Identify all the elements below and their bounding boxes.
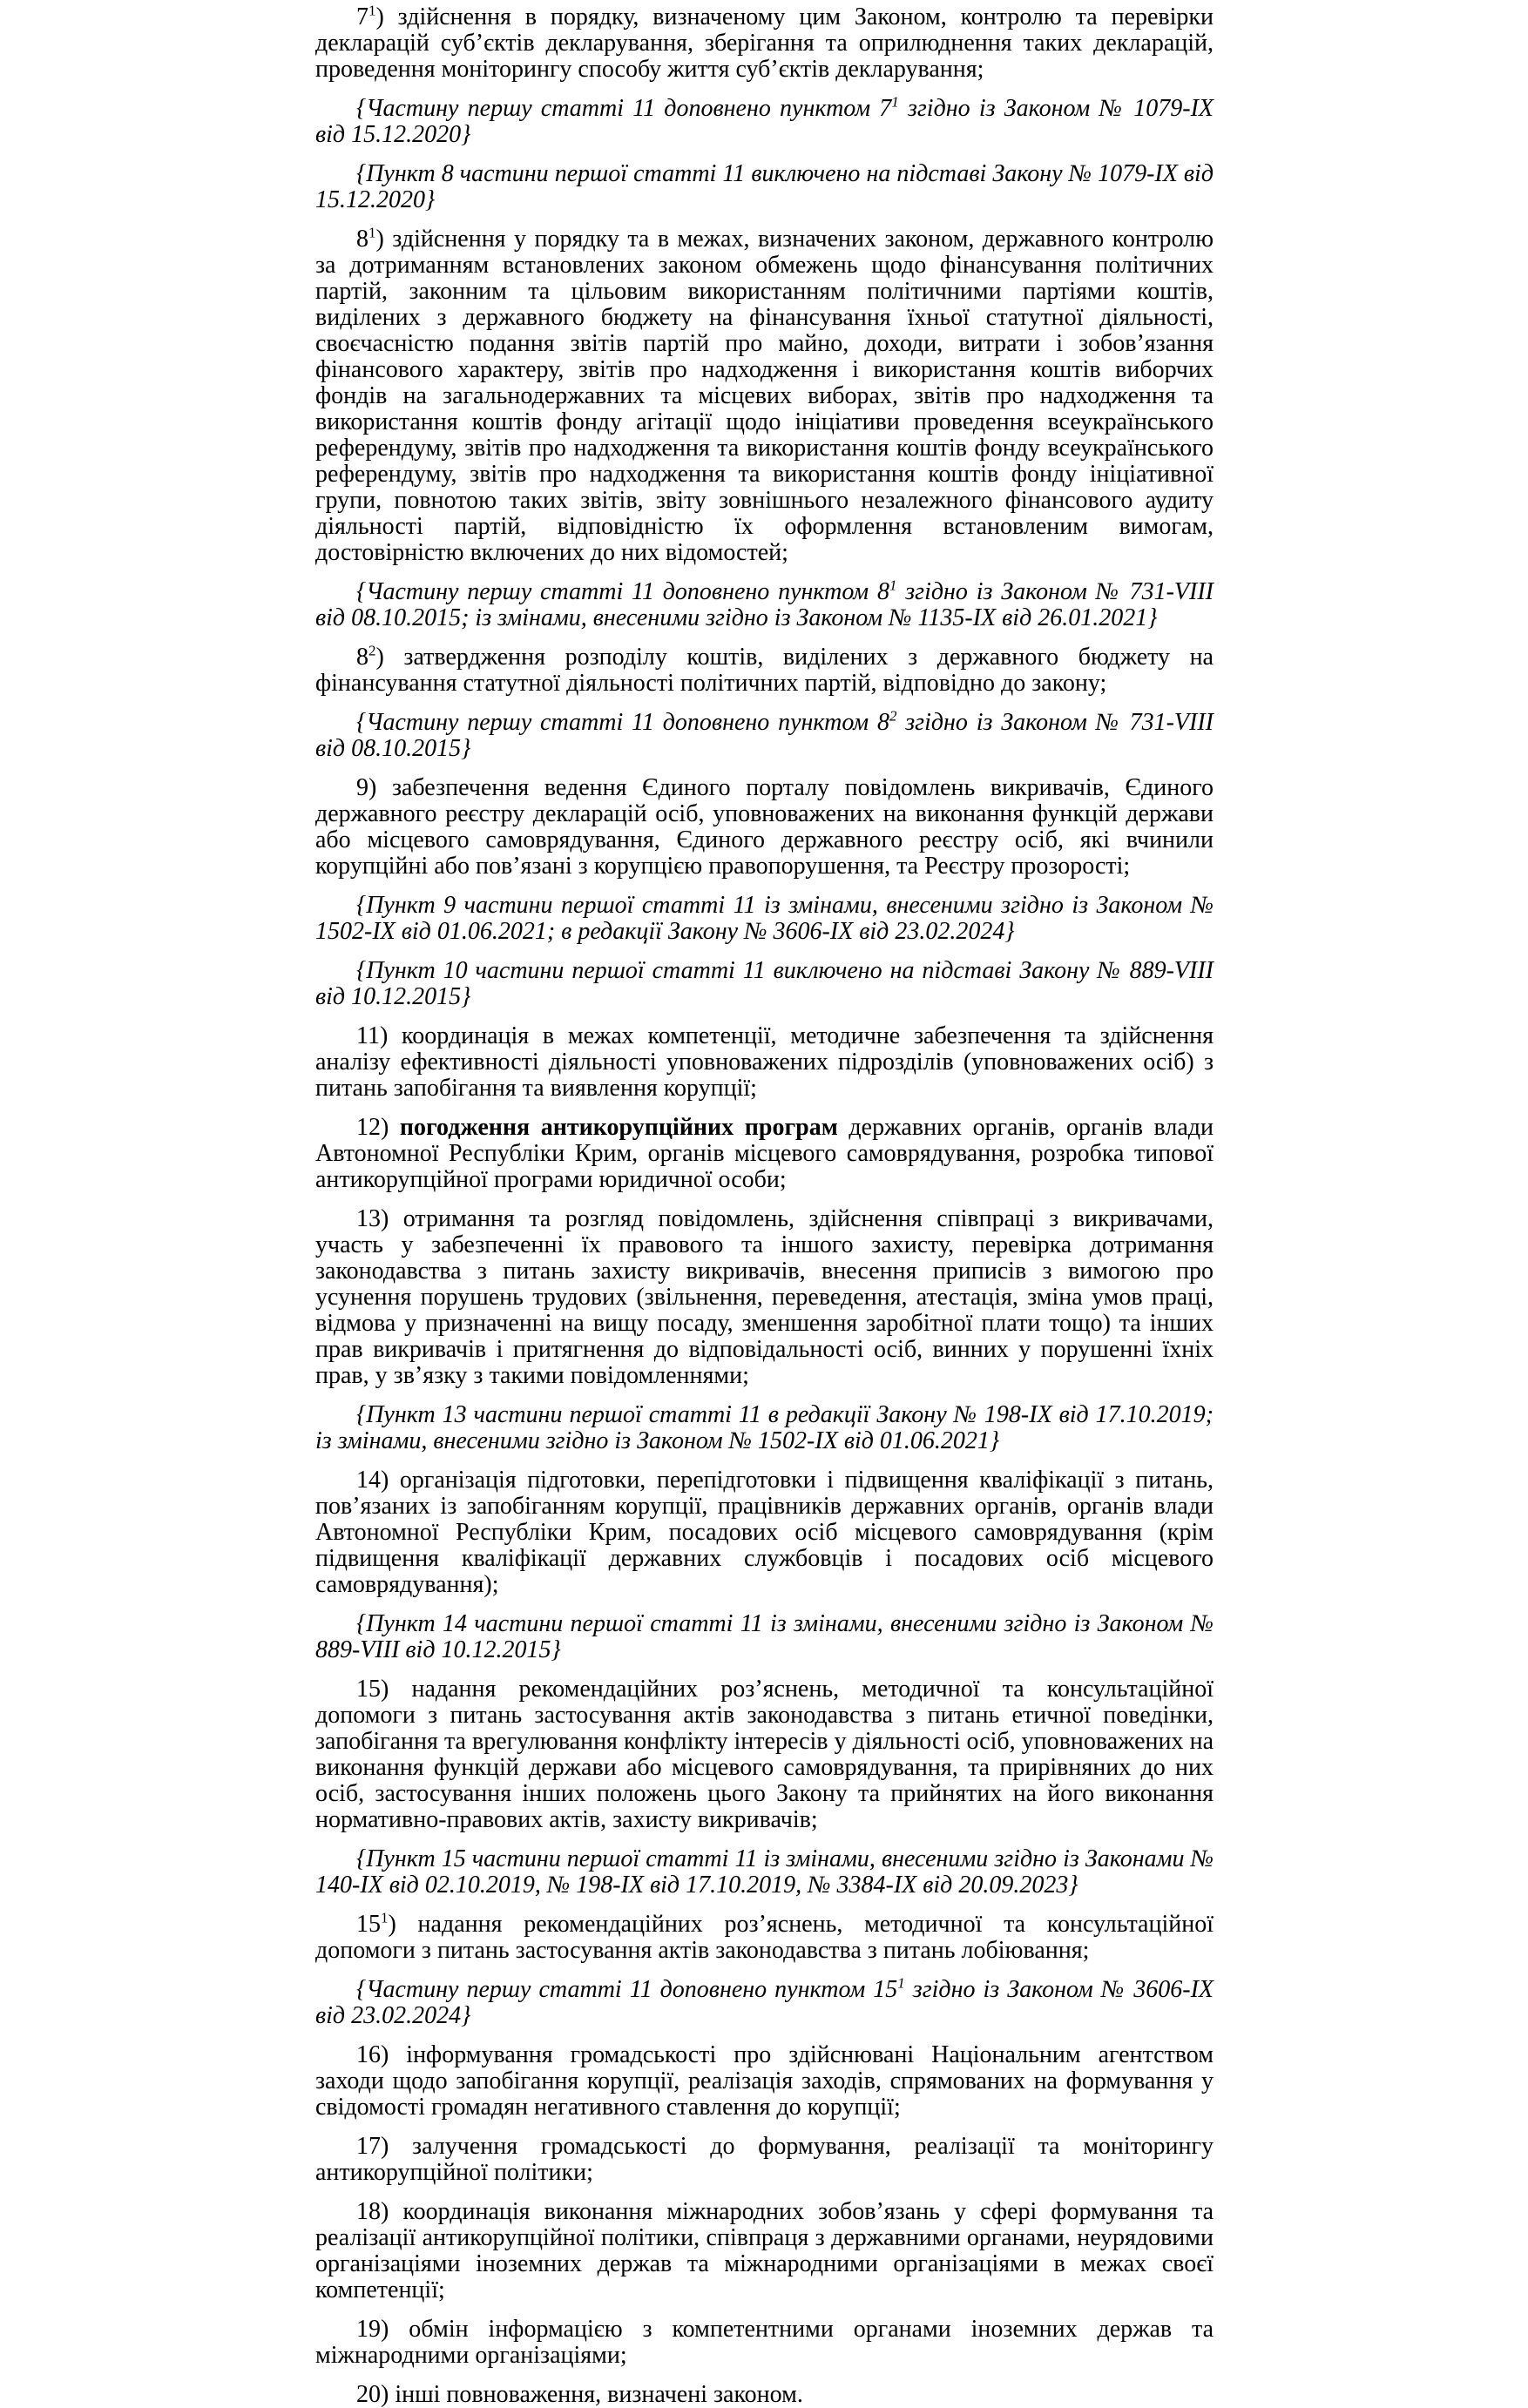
point-12: 12) погодження антикорупційних програм державних органів, органів влади Автономної Республіки Крим, органів місцевого самоврядування, розробка типової антикорупційної програми юридичної особи; bbox=[315, 1114, 1214, 1193]
point-20: 20) інші повноваження, визначені законом. bbox=[356, 2381, 803, 2408]
amendment-after-8-1: {Частину першу статті 11 доповнено пунктом $8^1$ згідно із Законом № 731-VIII від 08.10.2015; із змінами, внесеними згідно із Законом № 1135-ІХ від 26.01.2021} bbox=[315, 577, 1214, 631]
amendment-after-8-2: {Частину першу статті 11 доповнено пунктом $8^2$ згідно із Законом № 731-VIII від 08.10.2015} bbox=[315, 707, 1214, 762]
point-8-2: $8^2$) затвердження розподілу коштів, виділених з державного бюджету на фінансування статутної діяльності політичних партій, відповідно до закону; bbox=[315, 642, 1214, 697]
law-text bbox=[315, 4, 1214, 2408]
amendment-after-14: {Пункт 14 частини першої статті 11 із змінами, внесеними згідно із Законом № 889-VIII від 10.12.2015} bbox=[315, 1610, 1214, 1663]
point-16: 16) інформування громадськості про здійснювані Національним агентством заходи щодо запобігання корупції, реалізація заходів, спрямованих на формування у свідомості громадян негативного ставлення до корупції; bbox=[315, 2041, 1214, 2121]
amendment-after-13: {Пункт 13 частини першої статті 11 в редакції Закону № 198-ІХ від 17.10.2019; із змінами, внесеними згідно із Законом № 1502-ІХ від 01.06.2021} bbox=[315, 1401, 1214, 1454]
amendment-point-8-excluded: {Пункт 8 частини першої статті 11 виключено на підставі Закону № 1079-ІХ від 15.12.2020} bbox=[315, 160, 1214, 213]
point-18: 18) координація виконання міжнародних зобов’язань у сфері формування та реалізації антикорупційної політики, співпраця з державними органами, неурядовими організаціями іноземних держав та міжнародними організаціями в межах своєї компетенції; bbox=[315, 2198, 1214, 2303]
amendment-point-10-excluded: {Пункт 10 частини першої статті 11 виключено на підставі Закону № 889-VIII від 10.12.2015} bbox=[315, 957, 1214, 1010]
point-9: 9) забезпечення ведення Єдиного порталу повідомлень викривачів, Єдиного державного реєстру декларацій осіб, уповноважених на виконання функцій держави або місцевого самоврядування, Єдиного державного реєстру осіб, які вчинили корупційні або пов’язані з корупцією правопорушення, та Реєстру прозорості; bbox=[315, 774, 1214, 880]
point-17: 17) залучення громадськості до формування, реалізації та моніторингу антикорупційної політики; bbox=[315, 2133, 1214, 2186]
point-7-1: $7^1$) здійснення в порядку, визначеному цим Законом, контролю та перевірки декларацій суб’єктів декларування, зберігання та оприлюднення таких декларацій, проведення моніторингу способу життя суб’єктів декларування; bbox=[315, 2, 1214, 83]
amendment-after-7-1: {Частину першу статті 11 доповнено пунктом $7^1$ згідно із Законом № 1079-ІХ від 15.12.2020} bbox=[315, 93, 1214, 148]
document-page bbox=[315, 0, 1214, 2408]
point-13: 13) отримання та розгляд повідомлень, здійснення співпраці з викривачами, участь у забезпеченні їх правового та іншого захисту, перевірка дотримання законодавства з питань захисту викривачів, внесення приписів з вимогою про усунення порушень трудових (звільнення, переведення, атестація, зміна умов праці, відмова у призначенні на вищу посаду, зменшення заробітної плати тощо) та інших прав викривачів і притягнення до відповідальності осіб, винних у порушенні їхніх прав, у зв’язку з такими повідомленнями; bbox=[315, 1205, 1214, 1389]
amendment-after-15: {Пункт 15 частини першої статті 11 із змінами, внесеними згідно із Законами № 140-ІХ від 02.10.2019, № 198-ІХ від 17.10.2019, № 3384-ІХ від 20.09.2023} bbox=[315, 1845, 1214, 1899]
point-15: 15) надання рекомендаційних роз’яснень, методичної та консультаційної допомоги з питань застосування актів законодавства з питань етичної поведінки, запобігання та врегулювання конфлікту інтересів у діяльності осіб, уповноважених на виконання функцій держави або місцевого самоврядування, та прирівняних до них осіб, застосування інших положень цього Закону та прийнятих на його виконання нормативно-правових актів, захисту викривачів; bbox=[315, 1676, 1214, 1833]
point-15-1: $15^1$) надання рекомендаційних роз’яснень, методичної та консультаційної допомоги з питань застосування актів законодавства з питань лобіювання; bbox=[315, 1909, 1214, 1964]
amendment-after-9: {Пункт 9 частини першої статті 11 із змінами, внесеними згідно із Законом № 1502-ІХ від 01.06.2021; в редакції Закону № 3606-ІХ від 23.02.2024} bbox=[315, 892, 1214, 945]
point-11: 11) координація в межах компетенції, методичне забезпечення та здійснення аналізу ефективності діяльності уповноважених підрозділів (уповноважених осіб) з питань запобігання та виявлення корупції; bbox=[315, 1022, 1214, 1102]
point-19: 19) обмін інформацією з компетентними органами іноземних держав та міжнародними організаціями; bbox=[315, 2316, 1214, 2369]
point-14: 14) організація підготовки, перепідготовки і підвищення кваліфікації з питань, пов’язаних із запобіганням корупції, працівників державних органів, органів влади Автономної Республіки Крим, посадових осіб місцевого самоврядування (крім підвищення кваліфікації державних службовців і посадових осіб місцевого самоврядування); bbox=[315, 1467, 1214, 1598]
point-8-1: $8^1$) здійснення у порядку та в межах, визначених законом, державного контролю за дотриманням встановлених законом обмежень щодо фінансування політичних партій, законним та цільовим використанням політичними партіями коштів, виділених з державного бюджету на фінансування їхньої статутної діяльності, своєчасністю подання звітів партій про майно, доходи, витрати і зобов’язання фінансового характеру, звітів про надходження і використання коштів виборчих фондів на загальнодержавних та місцевих виборах, звітів про надходження та використання коштів фонду агітації щодо ініціативи проведення всеукраїнського референдуму, звітів про надходження та використання коштів фонду всеукраїнського референдуму, звітів про надходження та використання коштів фонду ініціативної групи, повнотою таких звітів, звіту зовнішнього незалежного фінансового аудиту діяльності партій, відповідністю їх оформлення встановленим вимогам, достовірністю включених до них відомостей; bbox=[315, 224, 1214, 566]
amendment-after-15-1: {Частину першу статті 11 доповнено пунктом $15^1$ згідно із Законом № 3606-ІХ від 23.02.2024} bbox=[315, 1974, 1214, 2029]
